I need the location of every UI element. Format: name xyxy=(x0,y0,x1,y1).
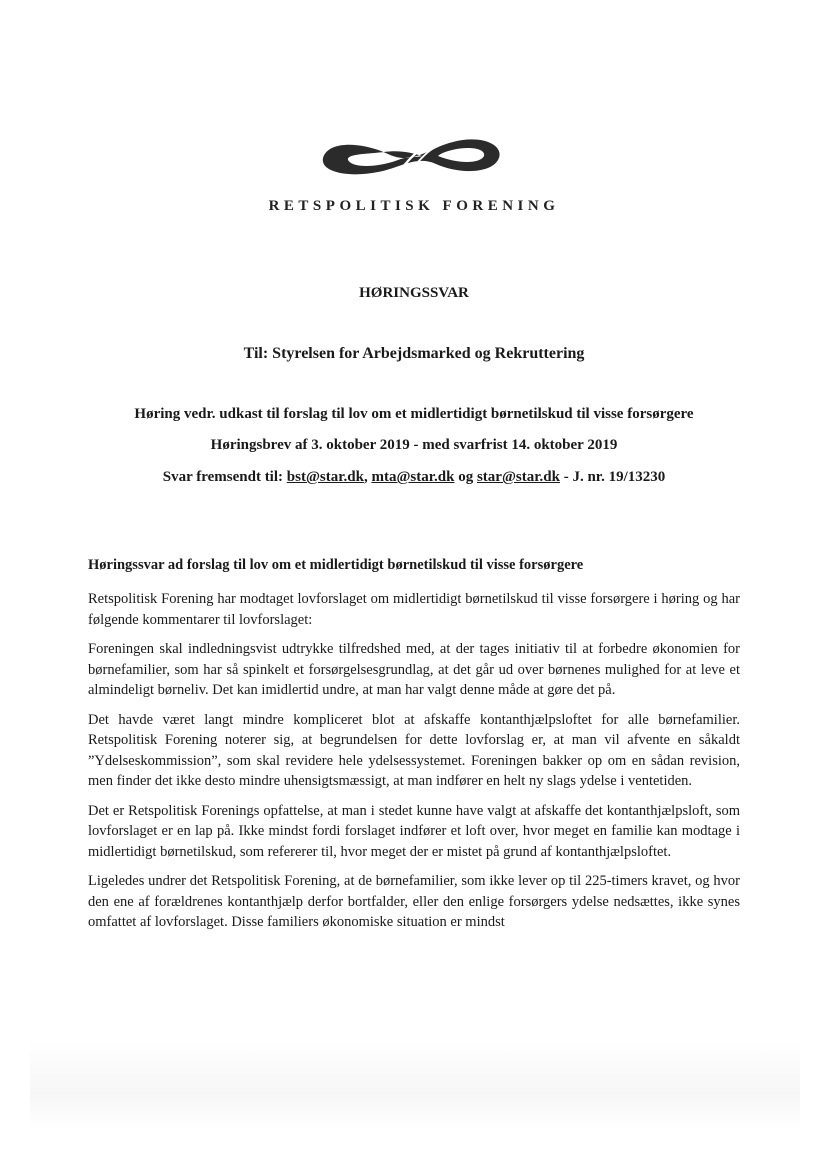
scan-shadow xyxy=(30,1040,800,1130)
hearing-letter-date: Høringsbrev af 3. oktober 2019 - med svarfrist 14. oktober 2019 xyxy=(210,437,618,453)
email-link-mta[interactable]: mta@star.dk xyxy=(371,469,455,485)
email-link-star[interactable]: star@star.dk xyxy=(476,469,560,485)
paragraph: Ligeledes undrer det Retspolitisk Forening, at de børnefamilier, som ikke lever op til 225-timers kravet, og hvor den ene af forældrenes kontanthjælp derfor bortfalder, eller den enlige forsørgers ydelse nedsættes, ikke synes omfattet af lovforslaget. Disse familiers økonomiske situation er mindst xyxy=(88,873,740,930)
infinity-logo-icon xyxy=(318,128,508,184)
reply-line xyxy=(0,469,828,486)
journal-number: - J. nr. 19/13230 xyxy=(559,469,666,485)
reply-separator: , xyxy=(363,469,372,485)
document-title: HØRINGSSVAR xyxy=(359,285,469,301)
paragraph: Retspolitisk Forening har modtaget lovforslaget om midlertidigt børnetilskud til visse forsørgere i høring og har følgende kommentarer til lovforslaget: xyxy=(88,591,740,628)
body-text xyxy=(88,589,740,942)
paragraph: Det havde været langt mindre kompliceret blot at afskaffe kontanthjælpsloftet for alle børnefamilier. Retspolitisk Forening noterer sig, at begrundelsen for dette lovforslag er, at man vil afvente en såkaldt ”Ydelseskommission”, som skal revidere hele ydelsessystemet. Foreningen bakker op om en sådan revision, men finder det ikke desto mindre uhensigtsmæssigt, at man indfører en helt ny slags ydelse i ventetiden. xyxy=(88,711,740,789)
reply-prefix: Svar fremsendt til: xyxy=(162,469,287,485)
paragraph: Det er Retspolitisk Forenings opfattelse, at man i stedet kunne have valgt at afskaffe det kontanthjælpsloft, som lovforslaget er en lap på. Ikke mindst fordi forslaget indfører et loft over, hvor meget en familie kan modtage i midlertidigt børnetilskud, som refererer til, hvor meget der er mistet på grund af kontanthjælpsloftet. xyxy=(88,802,740,860)
section-heading: Høringssvar ad forslag til lov om et midlertidigt børnetilskud til visse forsørgere xyxy=(88,557,584,573)
recipient-line: Til: Styrelsen for Arbejdsmarked og Rekruttering xyxy=(243,345,585,362)
organization-name: RETSPOLITISK FORENING xyxy=(268,198,560,214)
paragraph: Foreningen skal indledningsvist udtrykke tilfredshed med, at der tages initiativ til at forbedre økonomien for børnefamilier, som har så spinkelt et forsørgelsesgrundlag, at det går ud over børnenes mulighed for at leve et almindeligt børneliv. Det kan imidlertid undre, at man har valgt denne måde at gøre det på. xyxy=(88,641,740,698)
hearing-subject: Høring vedr. udkast til forslag til lov om et midlertidigt børnetilskud til visse forsørgere xyxy=(134,406,694,422)
reply-separator: og xyxy=(454,469,477,485)
email-link-bst[interactable]: bst@star.dk xyxy=(286,469,364,485)
